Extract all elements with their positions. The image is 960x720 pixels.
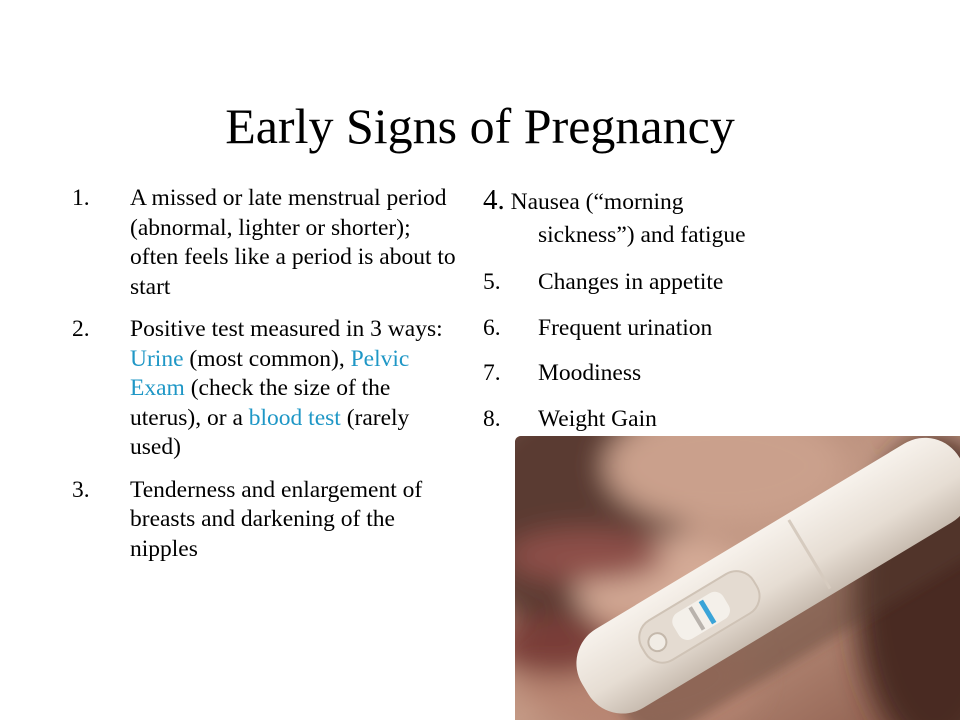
list-number: 5.: [483, 269, 501, 295]
text-segment: (rarely used): [130, 404, 410, 460]
highlight-urine: Urine: [130, 345, 184, 372]
list-number: 7.: [483, 360, 501, 386]
text-segment: (check the size of the uterus), or a: [130, 375, 391, 431]
right-list: [483, 184, 813, 450]
list-item-2: [72, 315, 456, 463]
text-segment: Positive test measured in 3 ways:: [130, 316, 443, 342]
list-number: 6.: [483, 314, 501, 341]
list-text: Weight Gain: [538, 405, 657, 432]
list-text: [130, 315, 456, 463]
list-text: A missed or late menstrual period (abnormal, lighter or shorter); often feels like a period is about to start: [130, 185, 456, 300]
list-item-4: [483, 184, 813, 252]
left-list: [72, 184, 456, 577]
list-text: Frequent urination: [538, 314, 713, 341]
text-segment: (most common),: [183, 345, 351, 372]
highlight-pelvic-exam: Pelvic Exam: [130, 345, 410, 401]
list-item-3: [72, 476, 456, 565]
list-number: 8.: [483, 405, 501, 432]
list-item-5: [483, 268, 813, 298]
list-number: 4.: [483, 184, 505, 216]
pregnancy-test-photo: [515, 436, 960, 720]
slide-title: Early Signs of Pregnancy: [225, 98, 735, 154]
list-text: Moodiness: [538, 360, 642, 386]
list-item-7: [483, 359, 813, 389]
list-item-1: [72, 184, 456, 302]
list-number: 2.: [72, 316, 90, 342]
list-text: Changes in appetite: [538, 269, 724, 295]
list-item-8: [483, 405, 813, 435]
pregnancy-test-illustration: [515, 436, 960, 720]
list-text-continued: sickness”) and fatigue: [538, 222, 746, 248]
list-number: 1.: [72, 185, 90, 211]
list-item-6: [483, 314, 813, 344]
list-text: Nausea (“morning: [510, 189, 684, 215]
list-text: Tenderness and enlargement of breasts and darkening of the nipples: [130, 476, 423, 562]
highlight-blood-test: blood test: [248, 404, 341, 431]
list-number: 3.: [72, 476, 90, 503]
